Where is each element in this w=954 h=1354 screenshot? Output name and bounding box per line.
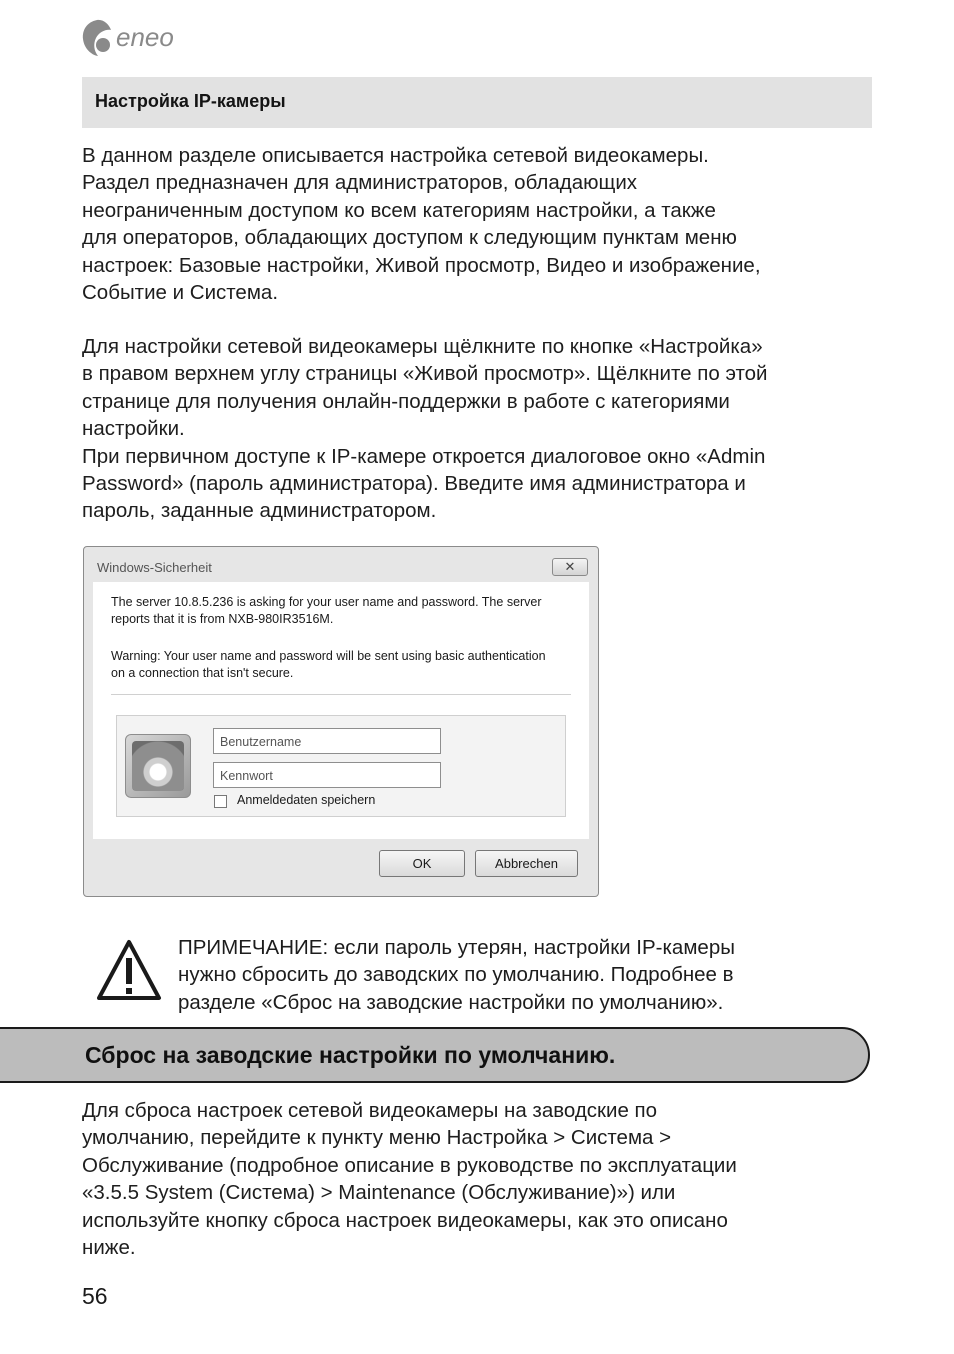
credentials-panel bbox=[116, 715, 566, 817]
dialog-title: Windows-Sicherheit bbox=[97, 560, 212, 575]
section-header-reset bbox=[0, 1027, 870, 1083]
eneo-logo-icon bbox=[80, 18, 114, 58]
user-avatar-icon bbox=[125, 734, 191, 798]
note-text: ПРИМЕЧАНИЕ: если пароль утерян, настройки IP-камеры нужно сбросить до заводских по умолчанию. Подробнее в разделе «Сброс на заводские настройки по умолчанию». bbox=[178, 936, 735, 1014]
avatar-flower-image bbox=[132, 741, 184, 791]
username-field[interactable]: Benutzername bbox=[213, 728, 441, 754]
intro-paragraph-2: Для настройки сетевой видеокамеры щёлкните по кнопке «Настройка» в правом верхнем углу страницы «Живой просмотр». Щёлкните по этой странице для получения онлайн-поддержки в работе с категориями настройки. При первичном доступе к IP-камере откроется диалоговое окно «Admin Password» (пароль администратора). Введите имя администратора и пароль, заданные администратором. bbox=[82, 335, 768, 523]
section-title-reset: Сброс на заводские настройки по умолчанию. bbox=[85, 1042, 616, 1068]
remember-label: Anmeldedaten speichern bbox=[237, 793, 376, 807]
ok-button[interactable]: OK bbox=[379, 850, 465, 877]
windows-security-dialog bbox=[83, 546, 599, 897]
section-header bbox=[82, 77, 872, 128]
server-message: The server 10.8.5.236 is asking for your user name and password. The server reports that it is from NXB-980IR3516M. bbox=[111, 595, 542, 626]
eneo-logo bbox=[80, 18, 190, 58]
page-number: 56 bbox=[82, 1283, 108, 1309]
warning-message: Warning: Your user name and password will be sent using basic authentication on a connection that isn't secure. bbox=[111, 649, 546, 680]
dialog-body bbox=[93, 582, 589, 839]
remember-checkbox[interactable] bbox=[214, 795, 227, 808]
cancel-button[interactable]: Abbrechen bbox=[475, 850, 578, 877]
dialog-divider bbox=[111, 694, 571, 695]
warning-icon bbox=[96, 938, 162, 1002]
intro-paragraph-1: В данном разделе описывается настройка сетевой видеокамеры. Раздел предназначен для администраторов, обладающих неограниченным доступом ко всем категориям настройки, а также для операторов, обладающих доступом к следующим пунктам меню настроек: Базовые настройки, Живой просмотр, Видео и изображение, Событие и Система. bbox=[82, 144, 761, 305]
close-button[interactable]: ✕ bbox=[552, 558, 588, 576]
reset-paragraph: Для сброса настроек сетевой видеокамеры на заводские по умолчанию, перейдите к пункту меню Настройка > Система > Обслуживание (подробное описание в руководстве по эксплуатации «3.5.5 System (Система) > Maintenance (Обслуживание)») или используйте кнопку сброса настроек видеокамеры, как это описано ниже. bbox=[82, 1099, 737, 1260]
password-field[interactable]: Kennwort bbox=[213, 762, 441, 788]
section-title: Настройка IP-камеры bbox=[95, 91, 286, 111]
logo-wordmark: eneo bbox=[116, 22, 174, 52]
